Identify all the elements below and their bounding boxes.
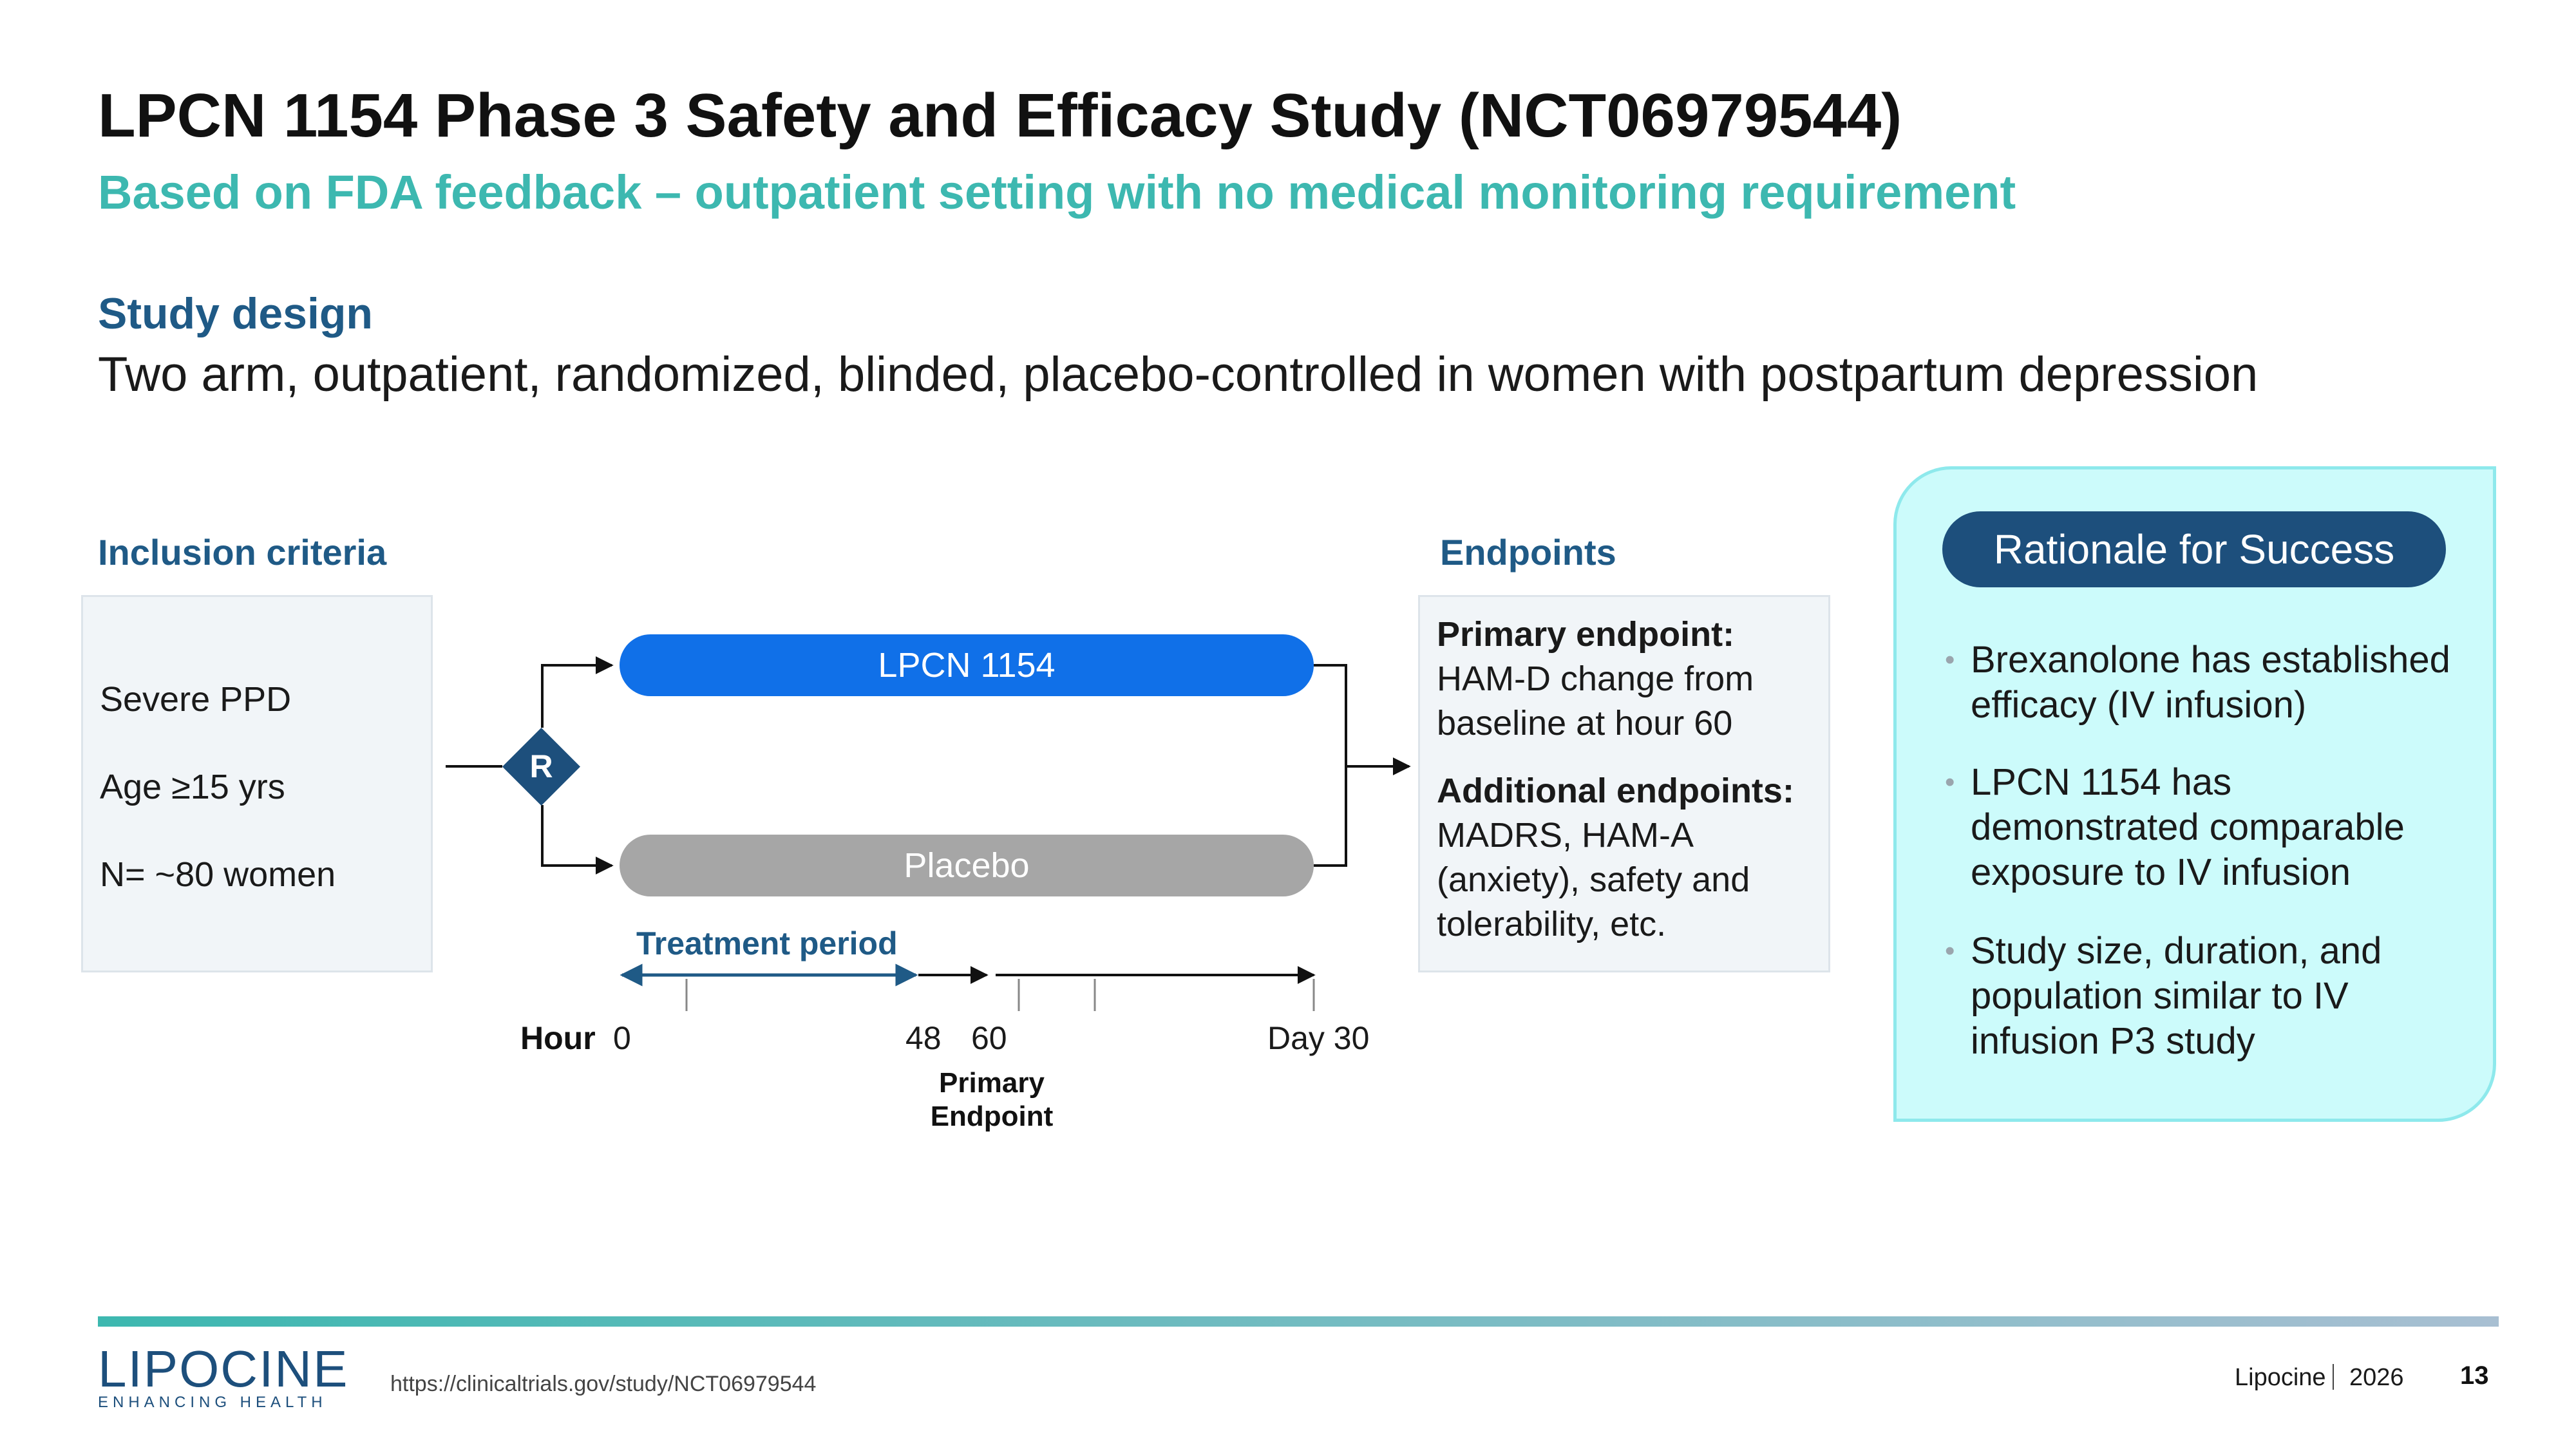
rationale-bullet: • LPCN 1154 has demonstrated comparable exposure to IV infusion xyxy=(1945,761,2405,893)
primary-endpoint-marker: Primary Endpoint xyxy=(930,1067,1054,1132)
placebo-arm: Placebo xyxy=(620,835,1314,896)
additional-endpoints-text: MADRS, HAM-A (anxiety), safety and tolerability, etc. xyxy=(1437,816,1750,943)
study-design-heading: Study design xyxy=(98,289,373,338)
footer-separator xyxy=(2333,1364,2334,1390)
tick-label-0: 0 xyxy=(613,1020,631,1056)
company-logo: LIPOCINE xyxy=(98,1340,349,1397)
endpoints-heading: Endpoints xyxy=(1440,532,1616,573)
tick-label-48: 48 xyxy=(905,1020,942,1056)
treatment-period-label: Treatment period xyxy=(636,925,898,961)
footer-divider xyxy=(98,1316,2499,1327)
endpoints-box xyxy=(1418,595,1830,972)
primary-endpoint-text: HAM-D change from baseline at hour 60 xyxy=(1437,659,1754,743)
primary-endpoint-title: Primary endpoint: xyxy=(1437,615,1735,654)
source-url: https://clinicaltrials.gov/study/NCT06979544 xyxy=(390,1372,817,1396)
additional-endpoints-title: Additional endpoints: xyxy=(1437,772,1794,810)
randomization-label: R xyxy=(529,748,553,784)
footer-company: Lipocine xyxy=(2235,1364,2326,1391)
treatment-arm: LPCN 1154 xyxy=(620,634,1314,696)
inclusion-item-count: N= ~80 women xyxy=(100,855,336,894)
bullet-icon: • xyxy=(1945,766,1955,798)
tick-label-60: 60 xyxy=(971,1020,1007,1056)
study-design-text: Two arm, outpatient, randomized, blinded, placebo-controlled in women with postpartum depression xyxy=(98,347,2259,402)
rationale-title: Rationale for Success xyxy=(1942,511,2446,587)
bullet-icon: • xyxy=(1945,935,1955,967)
rationale-bullet: • Brexanolone has established efficacy (IV infusion) xyxy=(1945,639,2450,726)
inclusion-item-age: Age ≥15 yrs xyxy=(100,768,285,806)
logo-tagline: ENHANCING HEALTH xyxy=(98,1394,327,1411)
inclusion-item-severity: Severe PPD xyxy=(100,680,292,719)
page-number: 13 xyxy=(2460,1361,2489,1390)
bullet-icon: • xyxy=(1945,644,1955,676)
rationale-bullet: • Study size, duration, and population similar to IV infusion P3 study xyxy=(1945,930,2382,1062)
page-title: LPCN 1154 Phase 3 Safety and Efficacy Study (NCT06979544) xyxy=(98,81,1902,150)
hour-axis-label: Hour xyxy=(520,1020,596,1056)
page-subtitle: Based on FDA feedback – outpatient setting with no medical monitoring requirement xyxy=(98,166,2016,219)
footer-year: 2026 xyxy=(2349,1364,2404,1391)
tick-label-day30: Day 30 xyxy=(1267,1020,1370,1056)
inclusion-heading: Inclusion criteria xyxy=(98,532,387,573)
